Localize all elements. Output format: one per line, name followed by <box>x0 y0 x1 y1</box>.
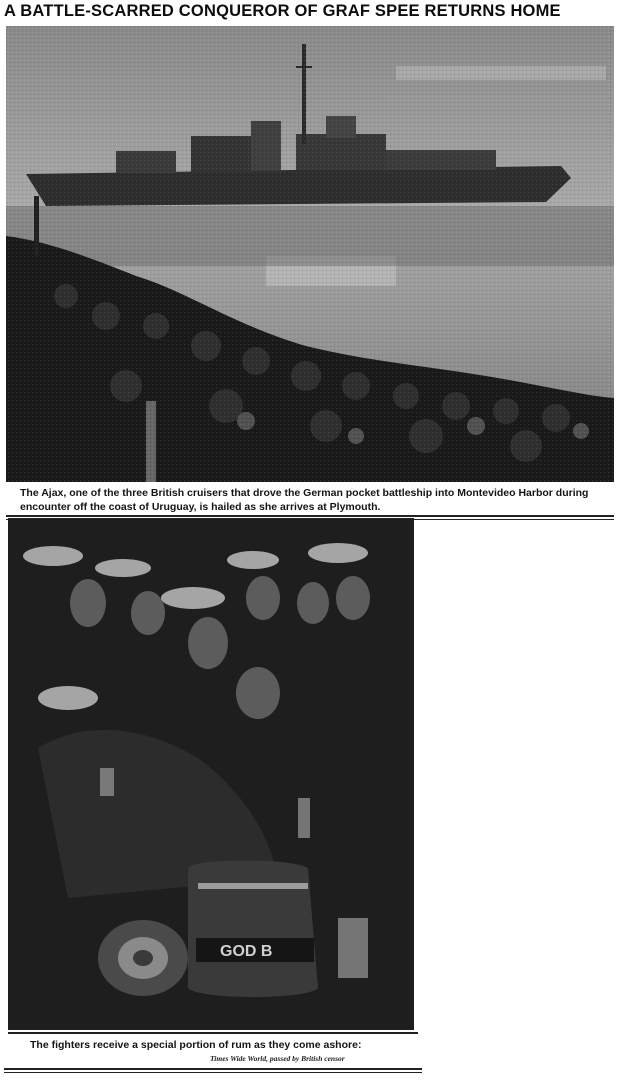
sailors-photo <box>8 518 414 1030</box>
barrel-lettering: GOD B <box>220 943 273 960</box>
bottom-photo-rule <box>8 1032 418 1034</box>
photo-credit: Times Wide World, passed by British censor <box>210 1054 345 1063</box>
ship-photo <box>6 26 614 482</box>
sailors-photo-caption: The fighters receive a special portion of rum as they come ashore: <box>30 1039 362 1051</box>
headline: A BATTLE-SCARRED CONQUEROR OF GRAF SPEE RETURNS HOME <box>4 2 561 20</box>
page-bottom-rule <box>4 1068 422 1070</box>
ship-photo-caption: The Ajax, one of the three British cruisers that drove the German pocket battleship into Montevideo Harbor during encounter off the coast of Uruguay, is hailed as she arrives at Plymouth. <box>20 487 589 513</box>
page-bottom-rule-thin <box>4 1072 422 1073</box>
divider-rule <box>6 515 614 517</box>
